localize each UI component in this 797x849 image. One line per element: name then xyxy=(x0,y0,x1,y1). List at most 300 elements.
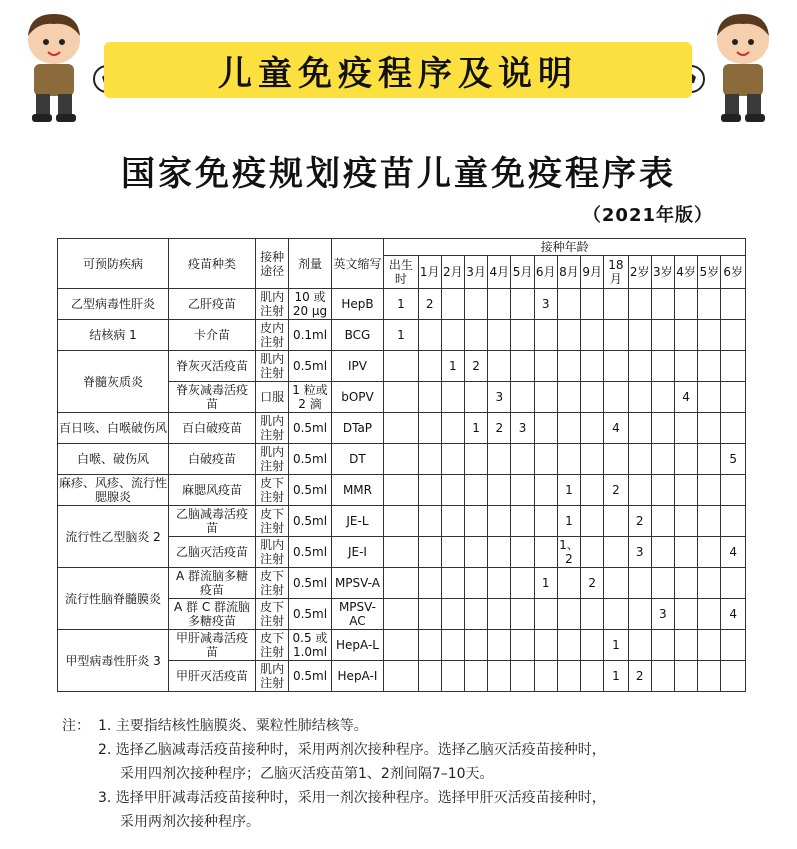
dose-number-cell xyxy=(384,475,418,506)
dose-number-cell: 1、2 xyxy=(559,538,579,566)
dose-cell: 0.5ml xyxy=(289,413,331,444)
vaccine-cell: 乙脑减毒活疫苗 xyxy=(169,506,256,537)
dose-cell: 10 或 20 μg xyxy=(289,289,331,320)
dose-number-cell xyxy=(557,382,580,413)
dose-number-cell xyxy=(628,599,651,630)
route-cell: 肌内注射 xyxy=(255,537,288,568)
dose-number-cell xyxy=(557,630,580,661)
abbr-cell: HepA-I xyxy=(331,661,384,692)
dose-number-cell: 2 xyxy=(628,506,651,537)
dose-number-cell xyxy=(581,382,604,413)
header-age: 8月 xyxy=(557,256,580,289)
header-vaccine: 疫苗种类 xyxy=(169,239,256,289)
dose-number-cell xyxy=(721,289,746,320)
dose-number-cell: 3 xyxy=(488,382,511,413)
vaccine-cell: 甲肝灭活疫苗 xyxy=(169,661,256,692)
header-age: 5岁 xyxy=(698,256,721,289)
dose-number-cell xyxy=(721,568,746,599)
dose-number-cell xyxy=(674,599,697,630)
dose-number-cell xyxy=(698,568,721,599)
dose-number-cell xyxy=(721,351,746,382)
dose-number-cell xyxy=(488,289,511,320)
dose-number-cell xyxy=(534,630,557,661)
dose-number-cell xyxy=(511,599,534,630)
dose-number-cell xyxy=(604,351,628,382)
route-cell: 肌内注射 xyxy=(255,289,288,320)
dose-number-cell: 2 xyxy=(488,413,511,444)
dose-number-cell xyxy=(674,475,697,506)
disease-cell: 麻疹、风疹、流行性腮腺炎 xyxy=(59,476,168,504)
disease-cell: 白喉、破伤风 xyxy=(58,444,169,475)
dose-number-cell xyxy=(557,289,580,320)
dose-number-cell xyxy=(604,320,628,351)
dose-number-cell xyxy=(534,661,557,692)
dose-number-cell xyxy=(581,289,604,320)
dose-number-cell xyxy=(511,382,534,413)
dose-number-cell xyxy=(511,320,534,351)
dose-number-cell xyxy=(418,475,441,506)
dose-number-cell xyxy=(674,630,697,661)
dose-cell: 0.5ml xyxy=(289,506,331,537)
dose-number-cell xyxy=(698,382,721,413)
dose-number-cell xyxy=(441,537,464,568)
dose-number-cell: 4 xyxy=(721,599,746,630)
dose-number-cell xyxy=(441,320,464,351)
dose-number-cell xyxy=(418,506,441,537)
dose-number-cell xyxy=(418,382,441,413)
table-row xyxy=(58,475,746,506)
abbr-cell: JE-I xyxy=(331,537,384,568)
dose-number-cell: 1 xyxy=(384,289,418,320)
dose-number-cell xyxy=(418,599,441,630)
dose-number-cell xyxy=(721,382,746,413)
dose-number-cell xyxy=(651,289,674,320)
dose-number-cell xyxy=(651,630,674,661)
route-cell: 肌内注射 xyxy=(255,444,288,475)
dose-number-cell xyxy=(488,444,511,475)
dose-number-cell xyxy=(698,351,721,382)
dose-number-cell xyxy=(384,382,418,413)
dose-number-cell xyxy=(464,444,487,475)
dose-number-cell xyxy=(464,568,487,599)
header-abbr: 英文缩写 xyxy=(331,239,384,289)
dose-number-cell xyxy=(557,444,580,475)
abbr-cell: MMR xyxy=(331,475,384,506)
vaccine-cell: 乙肝疫苗 xyxy=(169,289,256,320)
dose-number-cell xyxy=(464,475,487,506)
dose-number-cell xyxy=(628,382,651,413)
dose-number-cell: 4 xyxy=(721,537,746,568)
dose-number-cell xyxy=(511,568,534,599)
dose-number-cell xyxy=(534,537,557,568)
dose-number-cell xyxy=(464,599,487,630)
abbr-cell: BCG xyxy=(331,320,384,351)
dose-number-cell xyxy=(604,568,628,599)
dose-number-cell xyxy=(441,444,464,475)
header-age: 1月 xyxy=(418,256,441,289)
dose-number-cell xyxy=(557,320,580,351)
dose-number-cell xyxy=(441,382,464,413)
dose-number-cell xyxy=(488,630,511,661)
table-row xyxy=(58,320,746,351)
dose-cell: 0.5ml xyxy=(289,661,331,692)
dose-number-cell: 5 xyxy=(721,444,746,475)
dose-number-cell xyxy=(441,475,464,506)
abbr-cell: DT xyxy=(331,444,384,475)
dose-number-cell xyxy=(674,661,697,692)
dose-number-cell xyxy=(464,289,487,320)
table-row xyxy=(58,568,746,599)
vaccine-cell: 百白破疫苗 xyxy=(169,413,256,444)
header-age: 6月 xyxy=(534,256,557,289)
dose-number-cell xyxy=(581,413,604,444)
dose-number-cell xyxy=(511,506,534,537)
dose-number-cell xyxy=(674,506,697,537)
route-cell: 皮下注射 xyxy=(255,506,288,537)
vaccine-cell: A 群 C 群流脑多糖疫苗 xyxy=(169,599,256,630)
route-cell: 皮下注射 xyxy=(255,568,288,599)
dose-number-cell xyxy=(581,599,604,630)
dose-number-cell xyxy=(384,630,418,661)
dose-number-cell xyxy=(384,506,418,537)
immunization-schedule-table xyxy=(57,238,746,692)
dose-number-cell xyxy=(534,599,557,630)
header-age: 2月 xyxy=(441,256,464,289)
dose-number-cell xyxy=(581,444,604,475)
dose-number-cell xyxy=(488,351,511,382)
dose-number-cell: 2 xyxy=(464,351,487,382)
header-age: 3月 xyxy=(464,256,487,289)
dose-number-cell: 1 xyxy=(464,413,487,444)
route-cell: 肌内注射 xyxy=(255,351,288,382)
dose-number-cell xyxy=(488,506,511,537)
vaccine-cell: 白破疫苗 xyxy=(169,444,256,475)
vaccine-cell: A 群流脑多糖疫苗 xyxy=(169,568,256,599)
dose-number-cell xyxy=(651,444,674,475)
vaccine-cell: 麻腮风疫苗 xyxy=(169,475,256,506)
dose-number-cell xyxy=(534,475,557,506)
banner xyxy=(104,42,692,98)
dose-number-cell xyxy=(604,444,628,475)
dose-number-cell xyxy=(441,630,464,661)
dose-number-cell: 3 xyxy=(651,599,674,630)
dose-number-cell xyxy=(651,351,674,382)
dose-number-cell xyxy=(488,568,511,599)
dose-number-cell xyxy=(581,630,604,661)
page-title: 国家免疫规划疫苗儿童免疫程序表 xyxy=(121,154,676,194)
dose-number-cell xyxy=(651,661,674,692)
abbr-cell: JE-L xyxy=(331,506,384,537)
dose-cell: 0.1ml xyxy=(289,320,331,351)
vaccine-cell: 脊灰灭活疫苗 xyxy=(169,351,256,382)
dose-number-cell xyxy=(418,537,441,568)
dose-number-cell xyxy=(464,320,487,351)
dose-number-cell xyxy=(441,568,464,599)
route-cell: 皮内注射 xyxy=(255,320,288,351)
dose-number-cell xyxy=(581,661,604,692)
dose-number-cell xyxy=(674,289,697,320)
dose-number-cell xyxy=(441,506,464,537)
dose-number-cell xyxy=(721,413,746,444)
dose-number-cell xyxy=(534,413,557,444)
dose-number-cell xyxy=(534,382,557,413)
abbr-cell: MPSV-AC xyxy=(331,599,384,630)
header-age: 4岁 xyxy=(674,256,697,289)
dose-number-cell: 3 xyxy=(534,289,557,320)
dose-number-cell xyxy=(488,537,511,568)
dose-number-cell xyxy=(651,320,674,351)
edition-label: （2021年版） xyxy=(582,205,713,226)
disease-cell: 结核病 1 xyxy=(58,320,169,351)
dose-number-cell xyxy=(441,413,464,444)
dose-number-cell xyxy=(418,320,441,351)
dose-number-cell xyxy=(384,413,418,444)
dose-number-cell xyxy=(674,568,697,599)
dose-number-cell xyxy=(418,351,441,382)
dose-number-cell xyxy=(698,506,721,537)
dose-number-cell xyxy=(464,382,487,413)
dose-number-cell xyxy=(384,661,418,692)
dose-number-cell xyxy=(418,568,441,599)
dose-number-cell xyxy=(511,630,534,661)
dose-cell: 0.5ml xyxy=(289,475,331,506)
dose-number-cell xyxy=(581,320,604,351)
dose-cell: 1 粒或 2 滴 xyxy=(289,382,331,413)
header-age: 9月 xyxy=(581,256,604,289)
dose-number-cell xyxy=(628,289,651,320)
dose-number-cell xyxy=(464,506,487,537)
dose-number-cell xyxy=(628,475,651,506)
dose-number-cell xyxy=(557,661,580,692)
dose-number-cell xyxy=(698,630,721,661)
note-2b: 采用四剂次接种程序；乙脑灭活疫苗第1、2剂间隔7–10天。 xyxy=(120,766,494,782)
dose-number-cell xyxy=(604,537,628,568)
dose-number-cell xyxy=(721,661,746,692)
dose-number-cell xyxy=(698,289,721,320)
dose-number-cell xyxy=(384,568,418,599)
header-age: 2岁 xyxy=(628,256,651,289)
dose-number-cell xyxy=(628,630,651,661)
dose-number-cell xyxy=(651,475,674,506)
dose-number-cell xyxy=(511,444,534,475)
header-age: 出生时 xyxy=(384,256,418,289)
vaccine-cell: 乙脑灭活疫苗 xyxy=(169,537,256,568)
dose-number-cell xyxy=(511,475,534,506)
table-row xyxy=(58,413,746,444)
dose-number-cell xyxy=(628,351,651,382)
dose-cell: 0.5ml xyxy=(289,599,331,630)
dose-number-cell xyxy=(418,413,441,444)
vaccine-cell: 脊灰减毒活疫苗 xyxy=(169,382,256,413)
dose-number-cell: 4 xyxy=(674,382,697,413)
dose-number-cell xyxy=(557,413,580,444)
dose-number-cell xyxy=(651,382,674,413)
dose-number-cell xyxy=(534,351,557,382)
dose-number-cell xyxy=(534,506,557,537)
dose-number-cell: 1 xyxy=(557,506,580,537)
dose-number-cell xyxy=(651,568,674,599)
disease-cell: 流行性乙型脑炎 2 xyxy=(58,506,169,568)
table-row xyxy=(58,444,746,475)
dose-number-cell: 2 xyxy=(628,661,651,692)
abbr-cell: DTaP xyxy=(331,413,384,444)
notes xyxy=(62,714,606,834)
note-3b: 采用两剂次接种程序。 xyxy=(120,814,260,830)
dose-cell: 0.5ml xyxy=(289,568,331,599)
dose-cell: 0.5ml xyxy=(289,444,331,475)
dose-number-cell xyxy=(488,475,511,506)
banner-title: 儿童免疫程序及说明 xyxy=(218,53,578,94)
dose-number-cell xyxy=(441,289,464,320)
route-cell: 肌内注射 xyxy=(255,413,288,444)
disease-cell: 乙型病毒性肝炎 xyxy=(58,289,169,320)
dose-number-cell xyxy=(698,661,721,692)
dose-number-cell xyxy=(721,506,746,537)
dose-number-cell xyxy=(441,661,464,692)
dose-number-cell xyxy=(511,537,534,568)
dose-number-cell xyxy=(581,475,604,506)
dose-number-cell xyxy=(674,351,697,382)
disease-cell: 甲型病毒性肝炎 3 xyxy=(58,630,169,692)
dose-number-cell xyxy=(604,382,628,413)
disease-cell: 流行性脑脊髓膜炎 xyxy=(58,568,169,630)
disease-cell: 百日咳、白喉破伤风 xyxy=(58,413,169,444)
header-route: 接种途径 xyxy=(255,239,288,289)
abbr-cell: IPV xyxy=(331,351,384,382)
dose-number-cell xyxy=(488,599,511,630)
dose-number-cell xyxy=(628,444,651,475)
dose-number-cell xyxy=(651,413,674,444)
dose-number-cell xyxy=(581,351,604,382)
dose-number-cell xyxy=(418,630,441,661)
dose-number-cell xyxy=(418,661,441,692)
header-age-group: 接种年龄 xyxy=(384,239,746,256)
abbr-cell: MPSV-A xyxy=(331,568,384,599)
dose-number-cell xyxy=(651,506,674,537)
dose-number-cell xyxy=(464,661,487,692)
abbr-cell: HepA-L xyxy=(331,630,384,661)
vaccine-cell: 卡介苗 xyxy=(169,320,256,351)
dose-number-cell: 1 xyxy=(534,568,557,599)
dose-cell: 0.5ml xyxy=(289,351,331,382)
dose-number-cell xyxy=(721,630,746,661)
dose-number-cell xyxy=(604,599,628,630)
dose-number-cell xyxy=(557,599,580,630)
dose-number-cell xyxy=(418,444,441,475)
table-row xyxy=(58,351,746,382)
header-dose: 剂量 xyxy=(289,239,331,289)
route-cell: 皮下注射 xyxy=(255,475,288,506)
dose-number-cell xyxy=(721,475,746,506)
header-age: 4月 xyxy=(488,256,511,289)
header-age: 5月 xyxy=(511,256,534,289)
route-cell: 口服 xyxy=(255,382,288,413)
dose-number-cell xyxy=(557,568,580,599)
schedule-rows xyxy=(58,289,746,692)
dose-number-cell xyxy=(651,537,674,568)
dose-number-cell xyxy=(441,599,464,630)
header-age: 6岁 xyxy=(721,256,746,289)
dose-number-cell: 4 xyxy=(604,413,628,444)
dose-number-cell: 3 xyxy=(628,537,651,568)
note-2a: 2. 选择乙脑减毒活疫苗接种时，采用两剂次接种程序。选择乙脑灭活疫苗接种时， xyxy=(98,742,606,758)
note-1: 注： 1. 主要指结核性脑膜炎、粟粒性肺结核等。 xyxy=(62,718,368,734)
dose-number-cell xyxy=(511,351,534,382)
dose-number-cell xyxy=(511,661,534,692)
table-row xyxy=(58,289,746,320)
dose-cell: 0.5ml xyxy=(289,537,331,568)
dose-number-cell xyxy=(488,320,511,351)
dose-number-cell xyxy=(698,444,721,475)
dose-number-cell xyxy=(581,537,604,568)
dose-number-cell xyxy=(628,568,651,599)
dose-number-cell: 3 xyxy=(511,413,534,444)
dose-number-cell xyxy=(534,444,557,475)
dose-number-cell xyxy=(488,661,511,692)
dose-number-cell: 1 xyxy=(384,320,418,351)
dose-number-cell xyxy=(384,351,418,382)
dose-cell: 0.5 或 1.0ml xyxy=(289,630,331,661)
dose-number-cell xyxy=(604,506,628,537)
dose-number-cell: 2 xyxy=(418,289,441,320)
abbr-cell: bOPV xyxy=(331,382,384,413)
dose-number-cell xyxy=(698,475,721,506)
dose-number-cell xyxy=(674,320,697,351)
dose-number-cell: 2 xyxy=(581,568,604,599)
dose-number-cell xyxy=(384,537,418,568)
dose-number-cell: 1 xyxy=(604,661,628,692)
route-cell: 肌内注射 xyxy=(255,661,288,692)
disease-cell: 脊髓灰质炎 xyxy=(58,351,169,413)
dose-number-cell xyxy=(534,320,557,351)
dose-number-cell: 2 xyxy=(604,475,628,506)
cartoon-boy-right-illustration xyxy=(699,8,787,126)
table-row xyxy=(58,506,746,537)
dose-number-cell xyxy=(721,320,746,351)
dose-number-cell xyxy=(384,599,418,630)
note-3a: 3. 选择甲肝减毒活疫苗接种时，采用一剂次接种程序。选择甲肝灭活疫苗接种时， xyxy=(98,790,606,806)
dose-number-cell: 1 xyxy=(557,475,580,506)
cartoon-boy-left-illustration xyxy=(10,8,98,126)
dose-number-cell xyxy=(674,444,697,475)
dose-number-cell xyxy=(628,320,651,351)
dose-number-cell xyxy=(464,537,487,568)
header-age: 3岁 xyxy=(651,256,674,289)
dose-number-cell xyxy=(604,289,628,320)
dose-number-cell: 1 xyxy=(441,351,464,382)
abbr-cell: HepB xyxy=(331,289,384,320)
dose-number-cell xyxy=(557,351,580,382)
dose-number-cell xyxy=(581,506,604,537)
table-row xyxy=(58,630,746,661)
dose-number-cell xyxy=(384,444,418,475)
header-disease: 可预防疾病 xyxy=(58,239,169,289)
dose-number-cell xyxy=(511,289,534,320)
dose-number-cell: 1 xyxy=(604,630,628,661)
header-age: 18月 xyxy=(604,256,628,289)
dose-number-cell xyxy=(698,599,721,630)
dose-number-cell xyxy=(628,413,651,444)
route-cell: 皮下注射 xyxy=(255,630,288,661)
dose-number-cell xyxy=(698,413,721,444)
vaccine-cell: 甲肝减毒活疫苗 xyxy=(169,630,256,661)
route-cell: 皮下注射 xyxy=(255,599,288,630)
dose-number-cell xyxy=(674,413,697,444)
dose-number-cell xyxy=(464,630,487,661)
dose-number-cell xyxy=(674,537,697,568)
dose-number-cell xyxy=(698,537,721,568)
dose-number-cell xyxy=(698,320,721,351)
